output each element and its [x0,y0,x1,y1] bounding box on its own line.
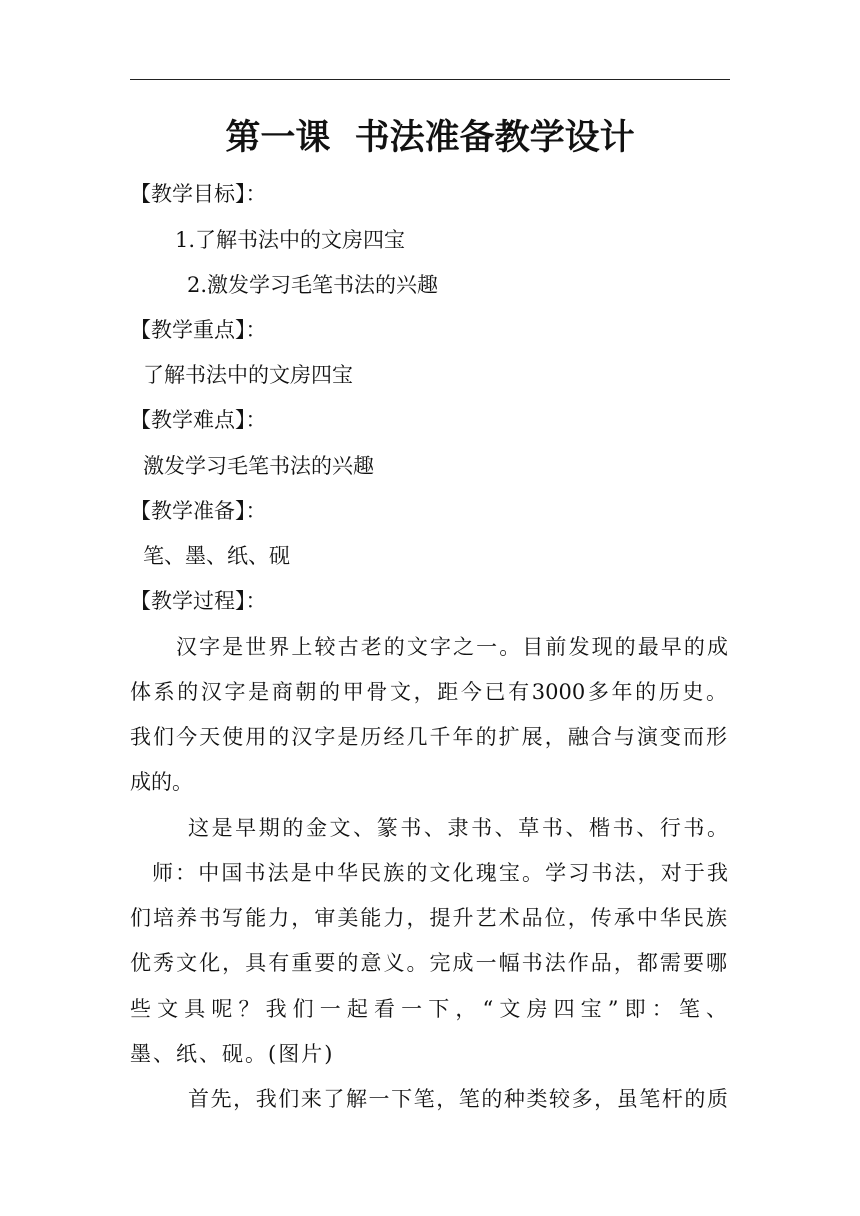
paragraph-line: 优秀文化，具有重要的意义。完成一幅书法作品，都需要哪 [130,951,727,975]
paragraph-line: 首先，我们来了解一下笔，笔的种类较多，虽笔杆的质 [188,1087,728,1111]
goal-item-1: 1.了解书法中的文房四宝 [175,228,406,252]
preparation-heading: 【教学准备】： [130,499,267,523]
key-points-heading: 【教学重点】： [130,318,267,342]
paragraph-line: 们培养书写能力，审美能力，提升艺术品位，传承中华民族 [130,906,727,930]
key-points-text: 了解书法中的文房四宝 [143,363,353,387]
paragraph-line: 师：中国书法是中华民族的文化瑰宝。学习书法，对于我 [152,861,728,885]
process-heading: 【教学过程】： [130,589,267,613]
paragraph-line: 些文具呢？我们一起看一下，“文房四宝”即：笔、 [130,997,727,1021]
paragraph-line: 我们今天使用的汉字是历经几千年的扩展，融合与演变而形 [130,725,727,749]
paragraph-line: 成的。 [130,770,193,794]
page-title: 第一课 书法准备教学设计 [225,117,635,158]
paragraph-line: 汉字是世界上较古老的文字之一。目前发现的最早的成 [176,635,728,659]
goal-item-2: 2.激发学习毛笔书法的兴趣 [187,273,439,297]
paragraph-line: 体系的汉字是商朝的甲骨文，距今已有3000多年的历史。 [130,680,727,704]
preparation-text: 笔、墨、纸、砚 [143,544,290,568]
paragraph-line: 墨、纸、砚。(图片) [130,1042,335,1066]
header-rule [130,79,730,80]
difficulty-text: 激发学习毛笔书法的兴趣 [143,454,374,478]
difficulty-heading: 【教学难点】： [130,408,267,432]
goals-heading: 【教学目标】： [130,182,267,206]
paragraph-line: 这是早期的金文、篆书、隶书、草书、楷书、行书。 [188,816,728,840]
